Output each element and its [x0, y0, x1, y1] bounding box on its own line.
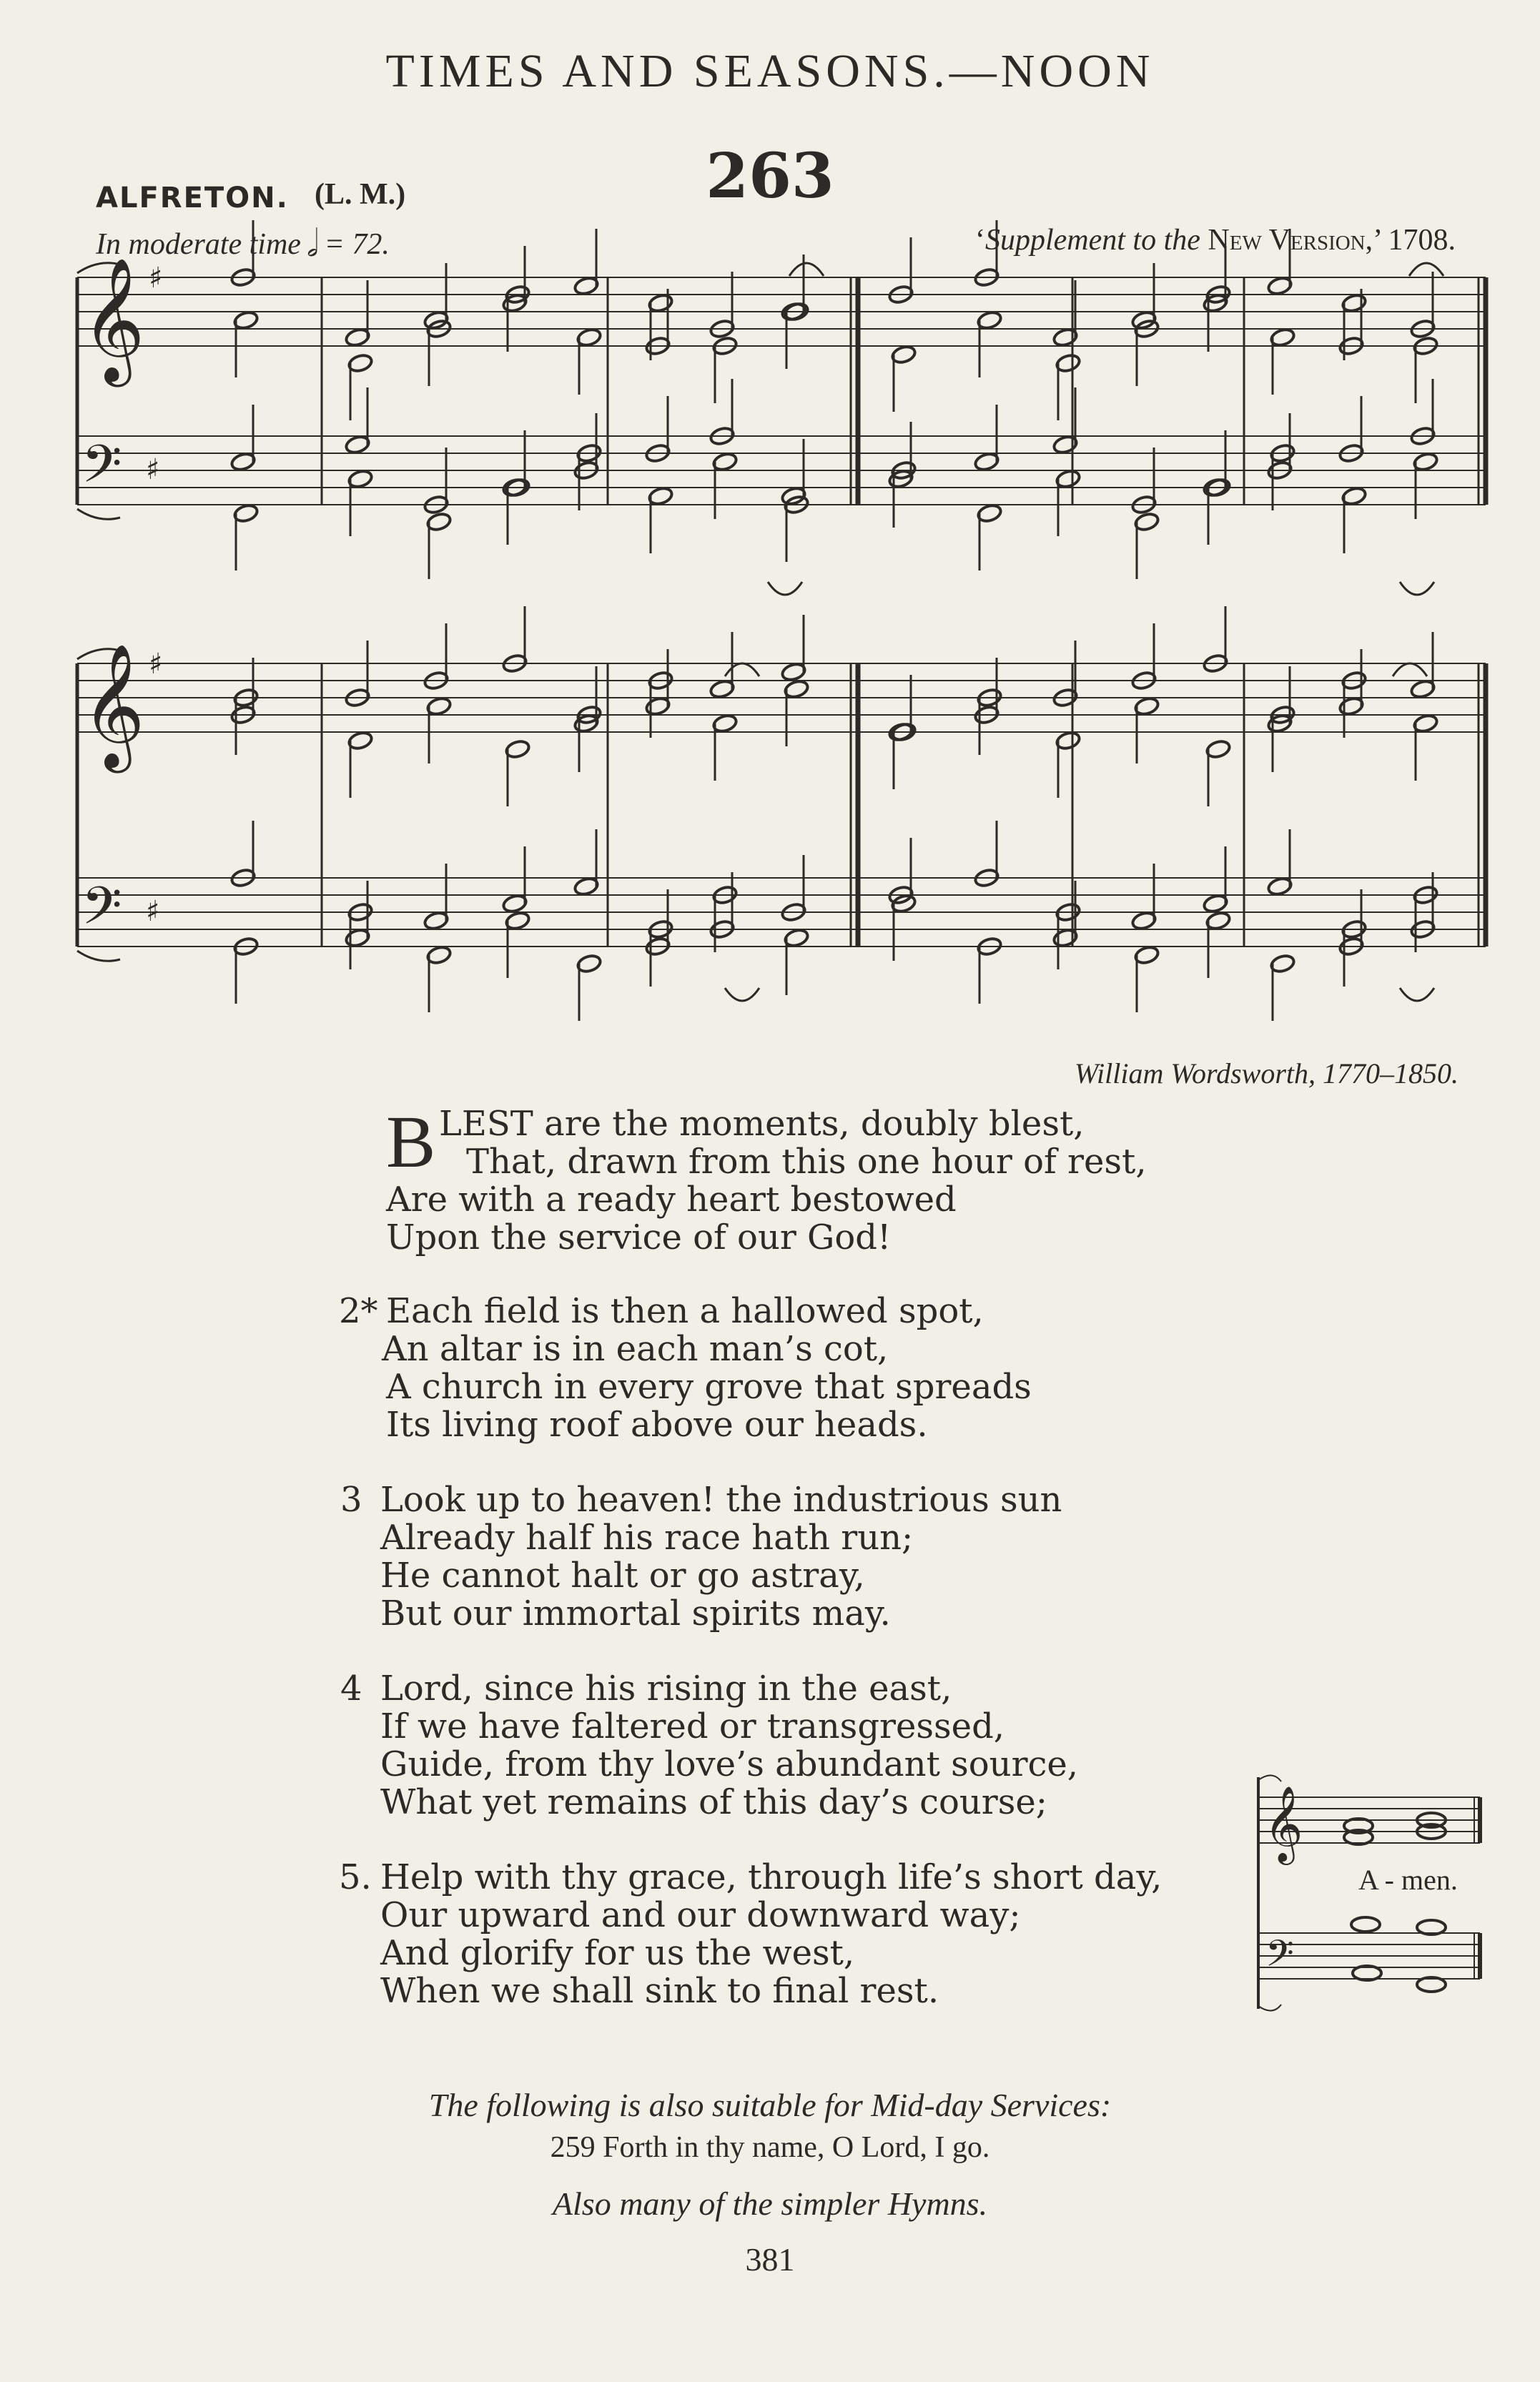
amen-text: A - men.: [1358, 1864, 1458, 1896]
stanza-line: LEST are the moments, doubly blest,: [439, 1104, 1085, 1144]
stanza-line: Each field is then a hallowed spot,: [386, 1291, 984, 1331]
stanza-line: Lord, since his rising in the east,: [380, 1669, 952, 1709]
tune-meter: (L. M.): [315, 178, 406, 211]
amen-note: [1351, 1917, 1380, 1932]
page-number: 381: [745, 2241, 795, 2278]
half-note-icon: 𝅗𝅥: [306, 224, 319, 265]
stanza-number: 3: [340, 1480, 362, 1520]
stanza-line: But our immortal spirits may.: [380, 1593, 891, 1634]
source-version: New Version: [1208, 224, 1366, 257]
fermata-icon: [1400, 988, 1434, 1001]
stanza-2: [339, 1291, 1032, 1445]
stanza-line: Look up to heaven! the industrious sun: [380, 1480, 1062, 1520]
fermata-icon: [725, 663, 759, 676]
sharp-icon: ♯: [146, 895, 160, 928]
footer-reference: 259 Forth in thy name, O Lord, I go.: [550, 2131, 990, 2164]
running-head: TIMES AND SEASONS.—NOON: [385, 45, 1155, 97]
fermata-icon: [725, 988, 759, 1001]
stanza-line: Guide, from thy love’s abundant source,: [380, 1744, 1079, 1784]
stanza-line: Help with thy grace, through life’s short day,: [380, 1857, 1163, 1897]
footer-intro: The following is also suitable for Mid-day Services:: [428, 2087, 1112, 2123]
music-score: [0, 0, 1540, 1044]
stanza-line: Are with a ready heart bestowed: [386, 1180, 957, 1220]
treble-clef-icon: 𝄞: [82, 257, 145, 382]
stanza-line: Our upward and our downward way;: [380, 1895, 1021, 1935]
stanza-number: 5.: [339, 1857, 372, 1897]
source-title: Supplement to the: [984, 224, 1200, 257]
brace-bottom: [77, 509, 120, 519]
stanza-number: 2*: [339, 1291, 378, 1331]
stanza-1: [386, 1101, 1147, 1257]
fermata-icon: [789, 263, 824, 276]
drop-cap: B: [386, 1101, 436, 1183]
sharp-icon: ♯: [149, 262, 163, 295]
footer-also: Also many of the simpler Hymns.: [552, 2185, 988, 2222]
stanza-line: What yet remains of this day’s course;: [380, 1782, 1047, 1822]
stanza-line: That, drawn from this one hour of rest,: [466, 1142, 1147, 1182]
stanza-line: A church in every grove that spreads: [386, 1367, 1032, 1407]
stanza-line: An altar is in each man’s cot,: [382, 1329, 889, 1369]
stanza-line: If we have faltered or transgressed,: [380, 1706, 1005, 1746]
stanza-line: When we shall sink to final rest.: [380, 1971, 939, 2011]
tune-name: ALFRETON.: [96, 182, 289, 214]
hymn-number: 263: [706, 140, 834, 212]
bass-clef-icon: 𝄢: [1265, 1932, 1294, 1984]
stanza-line: Upon the service of our God!: [386, 1217, 892, 1257]
fermata-icon: [1409, 263, 1443, 276]
fermata-icon: [1400, 582, 1434, 595]
stanza-3: [340, 1480, 1062, 1634]
treble-clef-icon: 𝄞: [82, 643, 145, 768]
bass-clef-icon: 𝄢: [82, 875, 122, 949]
stanza-number: 4: [340, 1669, 362, 1709]
sharp-icon: ♯: [146, 453, 160, 486]
stanza-5: [339, 1857, 1163, 2011]
stanza-line: He cannot halt or go astray,: [380, 1556, 865, 1596]
stanza-line: Its living roof above our heads.: [386, 1405, 928, 1445]
hymn-author: William Wordsworth, 1770–1850.: [1074, 1057, 1458, 1089]
tune-source: ‘Supplement to the New Version,’ 1708.: [974, 224, 1456, 257]
treble-clef-icon: 𝄞: [1264, 1785, 1303, 1862]
stanza-4: [340, 1669, 1079, 1822]
fermata-icon: [768, 582, 802, 595]
fermata-icon: [1393, 663, 1427, 676]
stanza-line: Already half his race hath run;: [380, 1518, 914, 1558]
bass-clef-icon: 𝄢: [82, 433, 122, 507]
brace-bottom: [77, 951, 120, 961]
tempo-value: = 72.: [324, 228, 390, 261]
stanza-line: And glorify for us the west,: [380, 1933, 855, 1973]
tempo-text: In moderate time: [96, 228, 301, 261]
sharp-icon: ♯: [149, 648, 163, 681]
